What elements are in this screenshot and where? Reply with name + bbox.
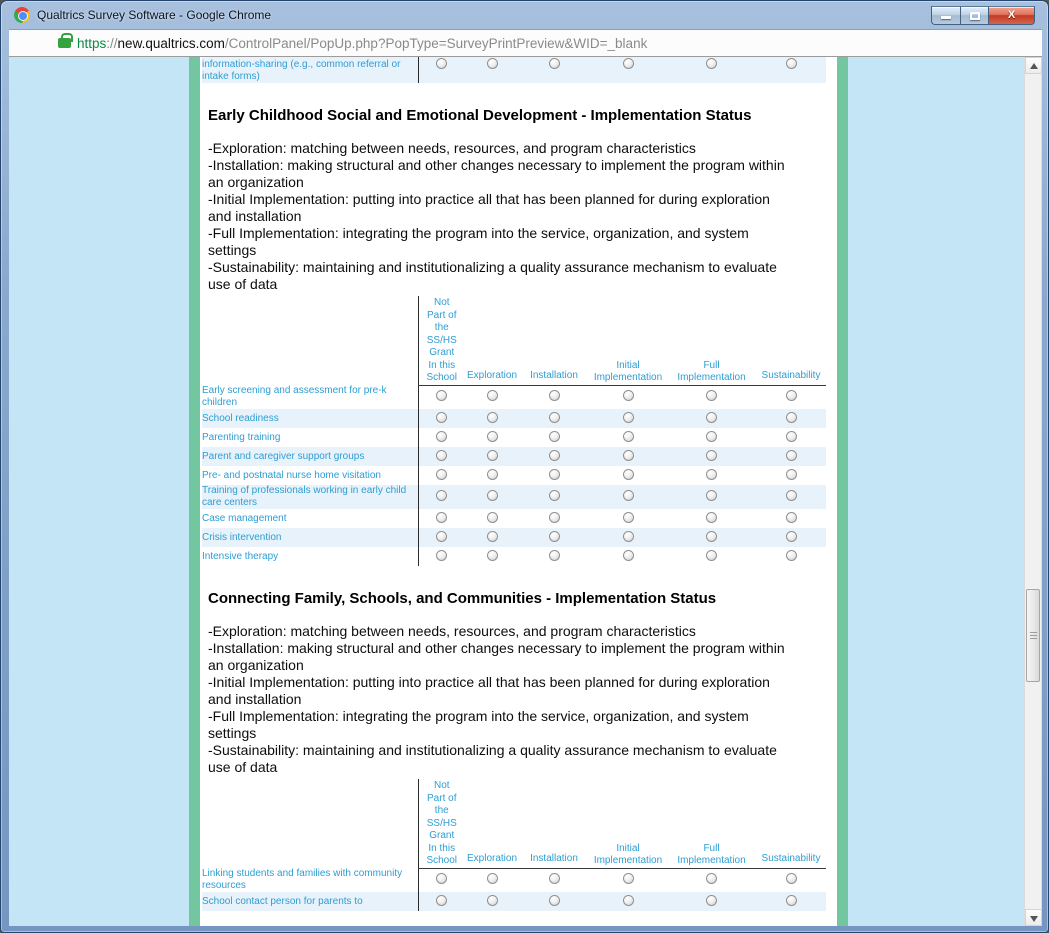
radio-button[interactable] [786, 531, 797, 542]
radio-cell [756, 466, 826, 485]
column-header: Installation [519, 779, 589, 868]
radio-cell [519, 57, 589, 83]
radio-cell [418, 385, 465, 409]
radio-cell [465, 892, 519, 911]
radio-cell [519, 428, 589, 447]
description-line: -Full Implementation: integrating the program into the service, organization, and system settings [208, 225, 749, 258]
radio-cell [756, 509, 826, 528]
radio-cell [756, 409, 826, 428]
radio-button[interactable] [623, 58, 634, 69]
radio-button[interactable] [786, 390, 797, 401]
radio-button[interactable] [436, 58, 447, 69]
radio-button[interactable] [706, 873, 717, 884]
maximize-button[interactable] [960, 6, 989, 25]
column-header: Not Part of the SS/HS Grant In this School [418, 296, 465, 385]
radio-button[interactable] [623, 412, 634, 423]
radio-cell [667, 892, 756, 911]
radio-cell [519, 868, 589, 892]
description-line: -Full Implementation: integrating the program into the service, organization, and system settings [208, 708, 749, 741]
radio-button[interactable] [623, 450, 634, 461]
radio-cell [418, 547, 465, 566]
radio-button[interactable] [549, 431, 560, 442]
radio-button[interactable] [436, 412, 447, 423]
matrix-header-spacer [202, 779, 418, 868]
radio-button[interactable] [623, 431, 634, 442]
matrix-header-spacer [202, 296, 418, 385]
radio-cell [667, 428, 756, 447]
matrix-row [202, 466, 826, 485]
description-line: -Installation: making structural and other changes necessary to implement the program within an organization [208, 640, 785, 673]
radio-cell [756, 447, 826, 466]
radio-button[interactable] [623, 469, 634, 480]
radio-button[interactable] [706, 490, 717, 501]
matrix-header-row [202, 296, 826, 385]
radio-button[interactable] [623, 490, 634, 501]
maximize-icon [970, 12, 980, 20]
matrix-row-label: Intensive therapy [202, 550, 279, 562]
radio-button[interactable] [487, 469, 498, 480]
radio-cell [465, 528, 519, 547]
chrome-icon [14, 7, 30, 23]
radio-cell [756, 385, 826, 409]
matrix-row [202, 509, 826, 528]
column-header: Initial Implementation [589, 779, 667, 868]
description-line: -Initial Implementation: putting into practice all that has been planned for during exploration and installation [208, 674, 770, 707]
radio-cell [418, 485, 465, 509]
radio-button[interactable] [786, 450, 797, 461]
radio-button[interactable] [549, 412, 560, 423]
radio-button[interactable] [549, 469, 560, 480]
description-line: -Sustainability: maintaining and institutionalizing a quality assurance mechanism to evaluate use of data [208, 259, 777, 292]
radio-cell [465, 57, 519, 83]
radio-button[interactable] [436, 531, 447, 542]
radio-button[interactable] [487, 58, 498, 69]
radio-cell [465, 485, 519, 509]
radio-cell [756, 428, 826, 447]
radio-button[interactable] [436, 873, 447, 884]
radio-button[interactable] [549, 450, 560, 461]
radio-button[interactable] [623, 550, 634, 561]
radio-cell [418, 466, 465, 485]
radio-cell [589, 868, 667, 892]
minimize-icon [941, 16, 951, 19]
radio-button[interactable] [549, 550, 560, 561]
matrix-row-label: Linking students and families with community resources [202, 868, 403, 891]
matrix-row-label: Pre- and postnatal nurse home visitation [202, 469, 381, 481]
radio-button[interactable] [487, 550, 498, 561]
radio-button[interactable] [706, 895, 717, 906]
radio-button[interactable] [436, 469, 447, 480]
page-viewport [9, 57, 1042, 926]
matrix-row [202, 428, 826, 447]
radio-button[interactable] [706, 512, 717, 523]
description-line: -Exploration: matching between needs, resources, and program characteristics [208, 140, 696, 156]
column-header: Exploration [465, 296, 519, 385]
radio-cell [418, 509, 465, 528]
radio-cell [667, 528, 756, 547]
radio-cell [667, 57, 756, 83]
matrix-row [202, 447, 826, 466]
page-right-border-strip [837, 57, 848, 926]
radio-cell [756, 892, 826, 911]
url-scheme: https [77, 36, 107, 51]
section-title: Early Childhood Social and Emotional Development - Implementation Status [208, 107, 752, 124]
scrollbar-thumb[interactable] [1026, 589, 1040, 682]
radio-button[interactable] [786, 490, 797, 501]
radio-cell [589, 485, 667, 509]
radio-cell [667, 466, 756, 485]
radio-cell [519, 385, 589, 409]
radio-cell [756, 57, 826, 83]
url-text[interactable] [77, 36, 647, 51]
radio-cell [519, 447, 589, 466]
radio-button[interactable] [706, 469, 717, 480]
address-bar[interactable] [9, 29, 1042, 57]
matrix-table-partial [202, 57, 826, 83]
radio-cell [756, 528, 826, 547]
matrix-row-label: Case management [202, 512, 287, 524]
radio-button[interactable] [623, 390, 634, 401]
radio-cell [465, 509, 519, 528]
radio-button[interactable] [786, 58, 797, 69]
column-header: Sustainability [756, 296, 826, 385]
url-path: /ControlPanel/PopUp.php?PopType=SurveyPrintPreview&WID=_blank [224, 36, 648, 51]
radio-button[interactable] [623, 895, 634, 906]
radio-button[interactable] [487, 895, 498, 906]
radio-cell [418, 892, 465, 911]
column-header: Installation [519, 296, 589, 385]
radio-button[interactable] [706, 431, 717, 442]
radio-cell [589, 428, 667, 447]
radio-button[interactable] [786, 469, 797, 480]
column-header: Not Part of the SS/HS Grant In this School [418, 779, 465, 868]
url-domain: new.qualtrics.com [117, 36, 225, 51]
close-icon: X [1007, 9, 1016, 21]
radio-button[interactable] [786, 873, 797, 884]
radio-cell [667, 485, 756, 509]
radio-button[interactable] [549, 390, 560, 401]
radio-cell [418, 409, 465, 428]
matrix-row [202, 409, 826, 428]
radio-cell [756, 868, 826, 892]
radio-cell [418, 528, 465, 547]
radio-cell [418, 447, 465, 466]
radio-button[interactable] [436, 431, 447, 442]
radio-button[interactable] [623, 512, 634, 523]
section-description [208, 140, 793, 293]
radio-cell [589, 447, 667, 466]
matrix-row [202, 892, 826, 911]
radio-cell [667, 547, 756, 566]
radio-cell [756, 485, 826, 509]
radio-button[interactable] [436, 895, 447, 906]
radio-button[interactable] [549, 531, 560, 542]
radio-cell [418, 868, 465, 892]
radio-button[interactable] [623, 531, 634, 542]
minimize-button[interactable] [931, 6, 960, 25]
radio-cell [465, 385, 519, 409]
radio-cell [589, 509, 667, 528]
description-line: -Installation: making structural and other changes necessary to implement the program within an organization [208, 157, 785, 190]
radio-cell [519, 528, 589, 547]
radio-cell [667, 385, 756, 409]
radio-button[interactable] [487, 512, 498, 523]
radio-button[interactable] [706, 531, 717, 542]
window-controls [931, 6, 1035, 25]
radio-button[interactable] [549, 58, 560, 69]
radio-cell [418, 57, 465, 83]
close-button[interactable] [989, 6, 1035, 25]
radio-button[interactable] [706, 450, 717, 461]
radio-cell [519, 409, 589, 428]
radio-button[interactable] [786, 895, 797, 906]
radio-cell [667, 447, 756, 466]
radio-button[interactable] [436, 390, 447, 401]
radio-cell [519, 892, 589, 911]
radio-button[interactable] [436, 490, 447, 501]
radio-button[interactable] [549, 895, 560, 906]
matrix-row-label: Parent and caregiver support groups [202, 450, 365, 462]
radio-cell [519, 547, 589, 566]
radio-cell [667, 409, 756, 428]
radio-button[interactable] [786, 550, 797, 561]
description-line: -Sustainability: maintaining and institutionalizing a quality assurance mechanism to evaluate use of data [208, 742, 777, 775]
radio-button[interactable] [487, 450, 498, 461]
radio-cell [519, 509, 589, 528]
radio-cell [667, 868, 756, 892]
column-header: Full Implementation [667, 296, 756, 385]
radio-button[interactable] [549, 512, 560, 523]
column-header: Sustainability [756, 779, 826, 868]
section-description [208, 623, 793, 776]
page-left-border-strip [189, 57, 200, 926]
radio-button[interactable] [487, 490, 498, 501]
radio-cell [756, 547, 826, 566]
radio-button[interactable] [549, 490, 560, 501]
radio-cell [465, 547, 519, 566]
matrix-row [202, 485, 826, 509]
radio-button[interactable] [436, 512, 447, 523]
matrix-row-label: Early screening and assessment for pre-k children [202, 385, 387, 408]
radio-button[interactable] [786, 412, 797, 423]
radio-cell [589, 385, 667, 409]
radio-button[interactable] [487, 873, 498, 884]
radio-cell [418, 428, 465, 447]
matrix-row-label: Crisis intervention [202, 531, 282, 543]
radio-cell [465, 868, 519, 892]
radio-cell [519, 485, 589, 509]
radio-cell [465, 428, 519, 447]
radio-cell [589, 528, 667, 547]
scroll-down-arrow-icon [1030, 916, 1038, 922]
matrix-row-label: Parenting training [202, 431, 281, 443]
radio-cell [589, 409, 667, 428]
survey-page [200, 57, 837, 926]
radio-cell [667, 509, 756, 528]
radio-cell [589, 466, 667, 485]
matrix-row-label: School readiness [202, 412, 279, 424]
scroll-up-button[interactable] [1025, 57, 1042, 74]
radio-button[interactable] [549, 873, 560, 884]
description-line: -Initial Implementation: putting into practice all that has been planned for during exploration and installation [208, 191, 770, 224]
radio-cell [589, 547, 667, 566]
column-header: Initial Implementation [589, 296, 667, 385]
radio-button[interactable] [436, 450, 447, 461]
radio-cell [465, 466, 519, 485]
matrix-table [202, 779, 826, 911]
radio-button[interactable] [623, 873, 634, 884]
padlock-icon[interactable] [58, 38, 71, 48]
matrix-row [202, 385, 826, 409]
radio-cell [465, 447, 519, 466]
radio-cell [465, 409, 519, 428]
matrix-row [202, 868, 826, 892]
radio-button[interactable] [436, 550, 447, 561]
column-header: Exploration [465, 779, 519, 868]
radio-button[interactable] [786, 431, 797, 442]
radio-cell [589, 892, 667, 911]
matrix-row-label: Training of professionals working in early child care centers [202, 485, 407, 508]
matrix-row [202, 547, 826, 566]
scroll-down-button[interactable] [1025, 909, 1042, 926]
radio-button[interactable] [706, 550, 717, 561]
matrix-row [202, 57, 826, 83]
radio-button[interactable] [487, 531, 498, 542]
column-header: Full Implementation [667, 779, 756, 868]
radio-cell [519, 466, 589, 485]
radio-button[interactable] [706, 58, 717, 69]
url-separator: :// [106, 36, 118, 51]
radio-button[interactable] [487, 431, 498, 442]
matrix-table [202, 296, 826, 566]
title-bar[interactable] [1, 1, 1048, 29]
radio-cell [589, 57, 667, 83]
matrix-header-row [202, 779, 826, 868]
description-line: -Exploration: matching between needs, resources, and program characteristics [208, 623, 696, 639]
radio-button[interactable] [487, 412, 498, 423]
section-title: Connecting Family, Schools, and Communities - Implementation Status [208, 590, 717, 607]
radio-button[interactable] [786, 512, 797, 523]
radio-button[interactable] [706, 390, 717, 401]
window-title: Qualtrics Survey Software - Google Chrome [37, 8, 272, 22]
radio-button[interactable] [487, 390, 498, 401]
matrix-row-label: School contact person for parents to [202, 895, 363, 907]
scroll-up-arrow-icon [1030, 63, 1038, 69]
matrix-row [202, 528, 826, 547]
radio-button[interactable] [706, 412, 717, 423]
matrix-row-label: information-sharing (e.g., common referral or intake forms) [202, 59, 401, 82]
vertical-scrollbar[interactable] [1024, 57, 1041, 926]
